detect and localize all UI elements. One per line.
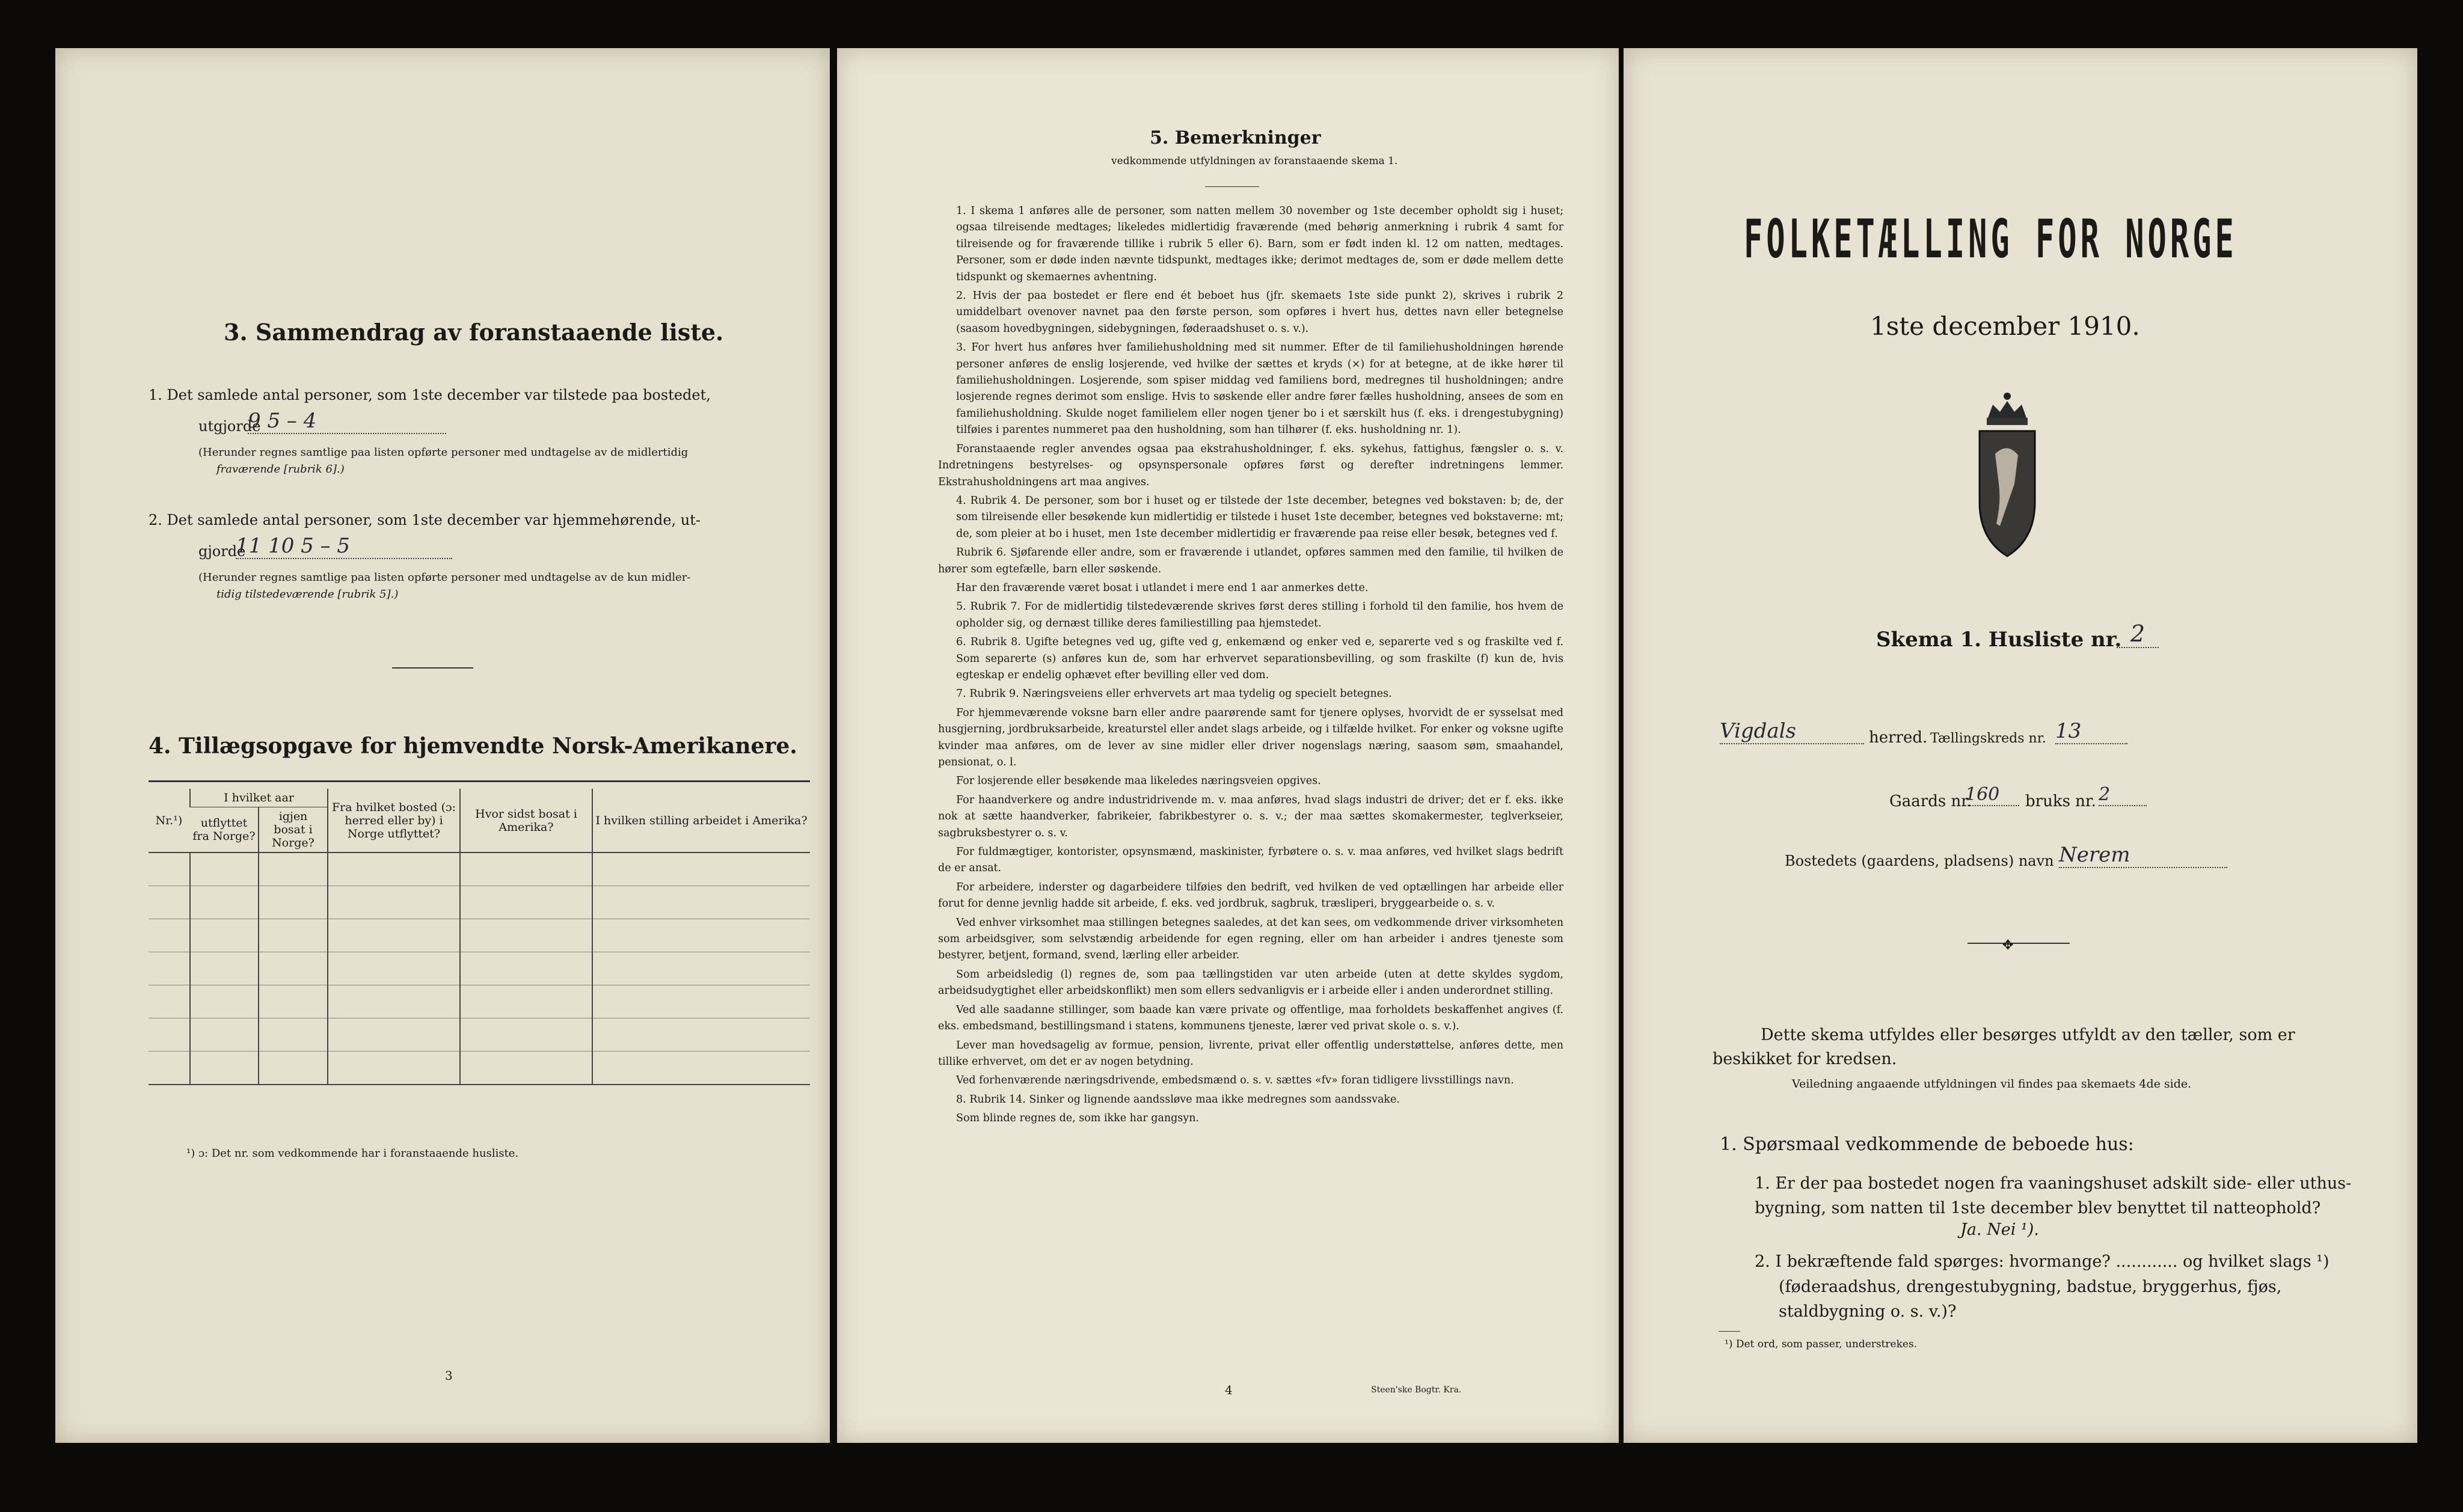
table-row — [149, 1018, 810, 1051]
item1-note-b: fraværende [rubrik 6].) — [216, 463, 345, 476]
col-from-place: Fra hvilket bosted (ɔ: herred eller by) i Norge utflyttet? — [328, 789, 460, 852]
table-row — [149, 985, 810, 1018]
census-title: FOLKETÆLLING FOR NORGE — [1744, 209, 2238, 271]
col-last-lived: Hvor sidst bosat i Amerika? — [460, 789, 592, 852]
remark-8: 8. Rubrik 14. Sinker og lignende aandssløve maa ikke medregnes som aandssvake. — [956, 1093, 1400, 1106]
col-returned: igjen bosat i Norge? — [259, 807, 328, 853]
page-left — [55, 48, 830, 1443]
col-nr: Nr.¹) — [149, 789, 190, 852]
remark-7d: For haandverkere og andre industridrivende m. v. maa anføres, hvad slags industri de driver; det er f. eks. ikke nok at sætte haandverker, fabrikeier, fabrikbestyrer o. s. v.; der maa sættes skomakermester, teglverkseier, sagbruksbestyrer o. s. v. — [938, 794, 1563, 839]
remark-7f: For arbeidere, inderster og dagarbeidere tilføies den bedrift, ved hvilken de ved optællingen har arbeide eller forut for denne jevnlig hadde sit arbeide, f. eks. ved jordbruk, sagbruk, træsliperi, bryggearbeide o. s. v. — [938, 881, 1563, 910]
table-row — [149, 919, 810, 952]
remark-4c: Har den fraværende været bosat i utlandet i mere end 1 aar anmerkes dette. — [956, 581, 1369, 594]
footnote: ¹) Det ord, som passer, understrekes. — [1725, 1338, 1918, 1350]
page-number: 3 — [445, 1368, 453, 1383]
section4-title: 4. Tillægsopgave for hjemvendte Norsk-Amerikanere. — [149, 733, 797, 759]
schema-label: Skema 1. Husliste nr. — [1876, 628, 2122, 652]
divider — [1205, 186, 1259, 187]
herred-label: herred. — [1869, 729, 1928, 747]
bosted-label: Bostedets (gaardens, pladsens) navn — [1785, 852, 2054, 869]
col-emigrated: utflyttet fra Norge? — [190, 807, 259, 853]
remark-4: 4. Rubrik 4. De personer, som bor i huset og er tilstede der 1ste december, betegnes ved bokstaven: b; de, der som tilreisende eller besøkende kun midlertidig er tilstede i huset 1ste december, betegnes ved bokstaverne: mt; de, som pleier at bo i huset, men 1ste december midlertidig er fraværende paa reise eller besøk, betegnes ved f. — [956, 494, 1563, 540]
table-row — [149, 852, 810, 886]
remark-4b: Rubrik 6. Sjøfarende eller andre, som er fraværende i utlandet, opføres sammen med den familie, til hvilken de hører som egtefælle, barn eller søskende. — [938, 546, 1563, 575]
item2-note-b: tidig tilstedeværende [rubrik 5].) — [216, 588, 399, 601]
section5-subtitle: vedkommende utfyldningen av foranstaaende skema 1. — [1111, 155, 1398, 167]
item2-text: 2. Det samlede antal personer, som 1ste december var hjemmehørende, ut- — [149, 512, 701, 528]
table-row — [149, 952, 810, 985]
printer-mark: Steen'ske Bogtr. Kra. — [1371, 1385, 1462, 1395]
coat-of-arms-icon — [1971, 388, 2043, 568]
table-row — [149, 1051, 810, 1085]
ornament-icon: ✥ — [2002, 938, 2014, 953]
remark-7j: Lever man hovedsagelig av formue, pension, livrente, privat eller offentlig understøttelse, anføres dette, men tillike erhvervet, om det er av nogen betydning. — [938, 1039, 1563, 1068]
section3-title: 3. Sammendrag av foranstaaende liste. — [224, 319, 724, 346]
remark-8b: Som blinde regnes de, som ikke har gangsyn. — [956, 1112, 1200, 1125]
remark-5: 5. Rubrik 7. For de midlertidig tilstedeværende skrives først deres stilling i forhold til den familie, hos hvem de opholder sig, og dernæst tillike deres familiestilling paa hjemstedet. — [956, 601, 1563, 629]
col-position: I hvilken stilling arbeidet i Amerika? — [592, 789, 810, 852]
page-middle — [837, 48, 1619, 1443]
item1-utgjorde-label: utgjorde — [198, 418, 261, 435]
item2-value: 11 10 5 – 5 — [236, 534, 452, 559]
remark-6: 6. Rubrik 8. Ugifte betegnes ved ug, gifte ved g, enkemænd og enker ved e, separerte ved s og fraskilte ved f. Som separerte (s) anføres kun de, som har erhvervet separationsbevilling, og som fraskilte (f) kun de, hvis egteskap er endelig ophævet efter bevilling eller ved dom. — [956, 636, 1563, 681]
remark-7e: For fuldmægtiger, kontorister, opsynsmænd, maskinister, fyrbøtere o. s. v. maa anføres, ved hvilket slags bedrift de er ansat. — [938, 846, 1563, 875]
guidance-text: Veiledning angaaende utfyldningen vil findes paa skemaets 4de side. — [1792, 1077, 2192, 1091]
divider — [1968, 943, 2070, 944]
remark-7: 7. Rubrik 9. Næringsveiens eller erhvervets art maa tydelig og specielt betegnes. — [956, 688, 1392, 700]
question-1-answer: Ja. Nei ¹). — [1960, 1220, 2039, 1239]
table-top-rule — [149, 780, 810, 782]
remark-7g: Ved enhver virksomhet maa stillingen betegnes saaledes, at det kan sees, om vedkommende driver virksomheten som arbeidsgiver, som selvstændig arbeidende for egen regning, eller om han arbeider i andres tjeneste som bestyrer, betjent, formand, svend, lærling eller arbeider. — [938, 916, 1563, 962]
remark-3b: Foranstaaende regler anvendes ogsaa paa ekstrahusholdninger, f. eks. sykehus, fattighus, fængsler o. s. v. Indretningens bestyrelses- og opsynspersonale opføres først og derefter indretningens lemmer. Ekstrahusholdningens art maa angives. — [938, 442, 1563, 488]
remarks-body — [938, 203, 1563, 1130]
herred-value: Vigdals — [1720, 719, 1864, 744]
bosted-value: Nerem — [2059, 843, 2227, 868]
bruks-value: 2 — [2099, 784, 2147, 806]
census-date: 1ste december 1910. — [1870, 311, 2140, 341]
section5-title: 5. Bemerkninger — [1150, 127, 1321, 148]
remark-7h: Som arbeidsledig (l) regnes de, som paa tællingstiden var uten arbeide (uten at dette skyldes sygdom, arbeidsudygtighet eller arbeidskonflikt) men som ellers sedvanligvis er i arbeide eller i anden underordnet stilling. — [938, 968, 1563, 997]
kreds-value: 13 — [2055, 719, 2127, 744]
remark-7i: Ved alle saadanne stillinger, som baade kan være private og offentlige, maa forholdets beskaffenhet angives (f. eks. embedsmand, bestillingsmand i statens, kommunens tjeneste, lærer ved privat skole o. s. v.). — [938, 1003, 1563, 1033]
remark-7k: Ved forhenværende næringsdrivende, embedsmænd o. s. v. sættes «fv» foran tidligere livsstillings navn. — [956, 1074, 1514, 1087]
kreds-label: Tællingskreds nr. — [1930, 731, 2046, 746]
gaards-value: 160 — [1965, 784, 2019, 806]
norsk-amerikanere-table — [149, 789, 810, 1085]
col-year-group: I hvilket aar — [190, 789, 328, 807]
item1-note-a: (Herunder regnes samtlige paa listen opførte personer med undtagelse av de midlertidig — [198, 446, 689, 459]
remark-2: 2. Hvis der paa bostedet er flere end ét beboet hus (jfr. skemaets 1ste side punkt 2), skrives i rubrik 2 umiddelbart ovenover navnet paa den første person, som opføres i hvert hus, dettes navn eller betegnelse (saasom hovedbygningen, sidebygningen, føderaadshuset o. s. v.). — [956, 290, 1563, 335]
question-2b: (føderaadshus, drengestubygning, badstue, bryggerhus, fjøs, staldbygning o. s. v.)? — [1779, 1278, 2282, 1321]
questions-header: 1. Spørsmaal vedkommende de beboede hus: — [1720, 1134, 2134, 1155]
item1-text: 1. Det samlede antal personer, som 1ste december var tilstede paa bostedet, — [149, 387, 711, 403]
remark-3: 3. For hvert hus anføres hver familiehusholdning med sit nummer. Efter de til familiehusholdningen hørende personer anføres de enslig losjerende, ved hvilke der sættes et kryds (×) for at betegne, at de ikke hører til familiehusholdningen. Losjerende, som spiser middag ved familiens bord, medregnes til husholdningen; andre losjerende regnes derimot som enslige. Hvis to søskende eller andre fører fælles husholdning, ansees de som en familiehusholdning. Skulde noget familielem eller nogen tjener bo i et særskilt hus (f. eks. i drengestubygning) tilføies i parentes nummeret paa den husholdning, som han tilhører (f. eks. husholdning nr. 1). — [956, 341, 1563, 436]
gaards-label: Gaards nr. — [1889, 792, 1972, 810]
remark-7b: For hjemmeværende voksne barn eller andre paarørende samt for tjenere oplyses, hvorvidt de er sysselsat med husgjerning, jordbruksarbeide, kreaturstel eller andet slags arbeide, og i tilfælde hvilket. For enker og voksne ugifte kvinder maa anføres, om de lever av sine midler eller driver nogenslags næring, saasom søm, smaahandel, pensionat, o. l. — [938, 706, 1563, 768]
divider — [392, 667, 473, 669]
page-number: 4 — [1225, 1383, 1233, 1397]
page-right — [1624, 48, 2417, 1443]
husliste-nr: 2 — [2117, 620, 2159, 648]
item1-value: 9 5 – 4 — [248, 409, 446, 434]
item2-utgjorde-label: gjorde — [198, 543, 246, 560]
table-footnote: ¹) ɔ: Det nr. som vedkommende har i foranstaaende husliste. — [186, 1147, 519, 1160]
remark-1: 1. I skema 1 anføres alle de personer, som natten mellem 30 november og 1ste december opholdt sig i huset; ogsaa tilreisende medtages; likeledes midlertidig fraværende (med behørig anmerkning i rubrik 4 samt for tilreisende og for fraværende tillike i rubrik 5 eller 6). Barn, som er født inden kl. 12 om natten, medtages. Personer, som er døde inden nævnte tidspunkt, medtages ikke; derimot medtages de, som er døde mellem dette tidspunkt og skemaernes avhentning. — [956, 205, 1563, 283]
question-2a: 2. I bekræftende fald spørges: hvormange? ............ og hvilket slags ¹) — [1755, 1252, 2330, 1271]
question-1: 1. Er der paa bostedet nogen fra vaaningshuset adskilt side- eller uthus-bygning, som natten til 1ste december blev benyttet til natteophold? — [1755, 1174, 2352, 1217]
item2-note-a: (Herunder regnes samtlige paa listen opførte personer med undtagelse av de kun midler- — [198, 571, 691, 584]
footnote-rule — [1719, 1331, 1740, 1332]
bruks-label: bruks nr. — [2025, 792, 2096, 810]
table-row — [149, 886, 810, 919]
instruction-text: Dette skema utfyldes eller besørges utfyldt av den tæller, som er beskikket for kredsen. — [1713, 1026, 2295, 1068]
remark-7c: For losjerende eller besøkende maa likeledes næringsveien opgives. — [956, 775, 1321, 788]
